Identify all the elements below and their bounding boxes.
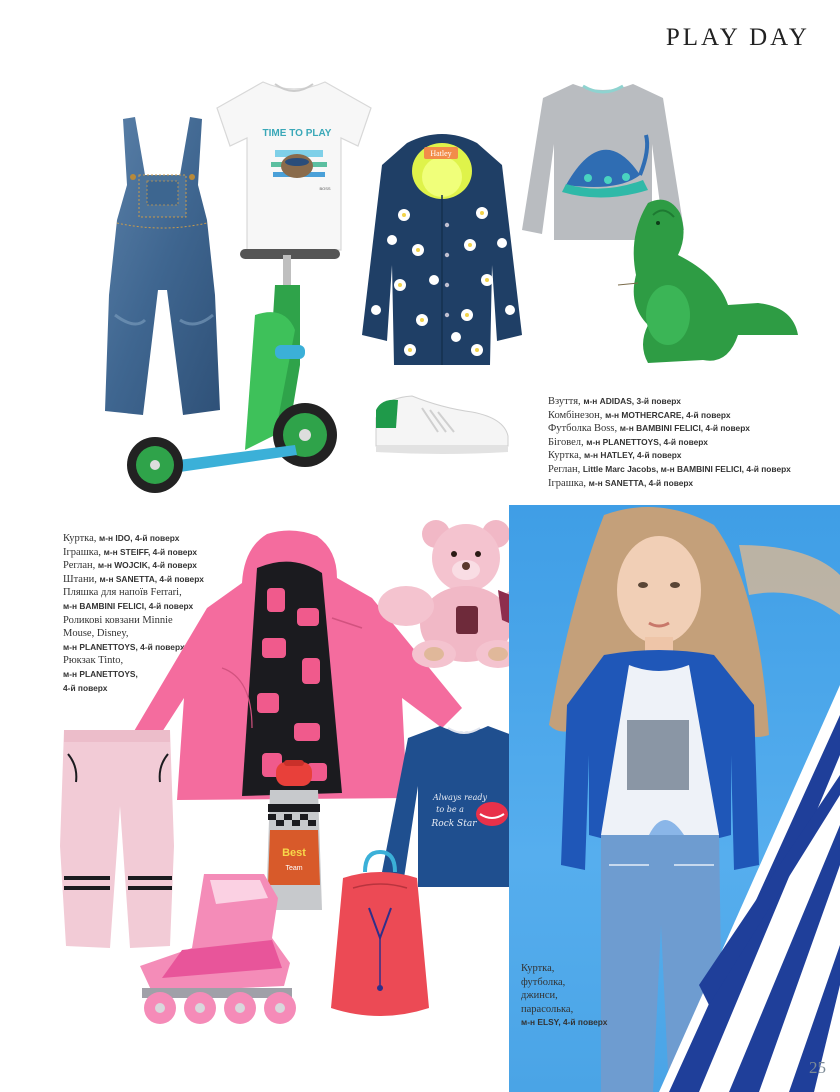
caption-line: м-н PLANETTOYS, (63, 668, 138, 679)
caption-line: м-н ELSY, 4-й поверх (521, 1017, 608, 1028)
caption-line: м-н BAMBINI FELICI, 4-й поверх (63, 600, 194, 611)
caption-line: парасолька, (521, 1003, 574, 1015)
caption-line: Футболка Boss, м-н BAMBINI FELICI, 4-й поверх (548, 423, 750, 435)
caption-line: Реглан, Little Marc Jacobs, м-н BAMBINI FELICI, 4-й поверх (548, 463, 791, 475)
caption-photo (521, 962, 607, 1030)
caption-line: Взуття, м-н ADIDAS, 3-й поверх (548, 396, 681, 407)
bottle-label-line2: Team (285, 865, 303, 872)
caption-line: Куртка, м-н HATLEY, 4-й поверх (548, 450, 682, 462)
balance-scooter-image (125, 245, 350, 497)
page-number: 25 (809, 1058, 826, 1077)
caption-line: м-н PLANETTOYS, 4-й поверх (63, 641, 185, 652)
daisy-rain-jacket-image (352, 125, 532, 377)
page-title: PLAY DAY (665, 24, 810, 51)
caption-line: Роликові ковзани Minnie (63, 614, 173, 626)
green-plush-toy-image (608, 195, 803, 370)
jacket-hanger-tag: Hatley (430, 149, 452, 158)
model-photo (509, 505, 840, 1092)
caption-line: Куртка, (521, 963, 555, 974)
pink-inline-skate-image (122, 868, 307, 1028)
white-tshirt-image (213, 78, 375, 253)
caption-line: Комбінезон, м-н MOTHERCARE, 4-й поверх (548, 409, 731, 421)
caption-line: Штани, м-н SANETTA, 4-й поверх (63, 573, 204, 585)
caption-line: Mouse, Disney, (63, 628, 129, 640)
white-sneaker-image (372, 388, 512, 458)
tshirt-brand: BOSS (319, 186, 331, 191)
caption-line: Пляшка для напоїв Ferrari, (63, 587, 182, 599)
tshirt-slogan: TIME TO PLAY (262, 128, 332, 139)
tee-print-line1: Always ready (432, 793, 488, 802)
caption-line: Іграшка, м-н SANETTA, 4-й поверх (548, 477, 694, 489)
red-backpack-image (325, 848, 435, 1026)
caption-line: Рюкзак Tinto, (63, 655, 124, 667)
caption-top (548, 395, 791, 490)
caption-line: 4-й поверх (63, 682, 108, 693)
caption-line: Куртка, м-н IDO, 4-й поверх (63, 533, 180, 544)
bottle-label-line1: Best (282, 847, 306, 859)
tee-print-line2: to be a (436, 805, 464, 814)
caption-line: джинси, (521, 990, 558, 1002)
caption-line: Біговел, м-н PLANETTOYS, 4-й поверх (548, 436, 708, 448)
tee-print-line3: Rock Star (431, 819, 477, 829)
caption-line: футболка, (521, 976, 566, 988)
caption-line: Реглан, м-н WOJCIK, 4-й поверх (63, 560, 197, 572)
caption-line: Іграшка, м-н STEIFF, 4-й поверх (63, 546, 198, 558)
